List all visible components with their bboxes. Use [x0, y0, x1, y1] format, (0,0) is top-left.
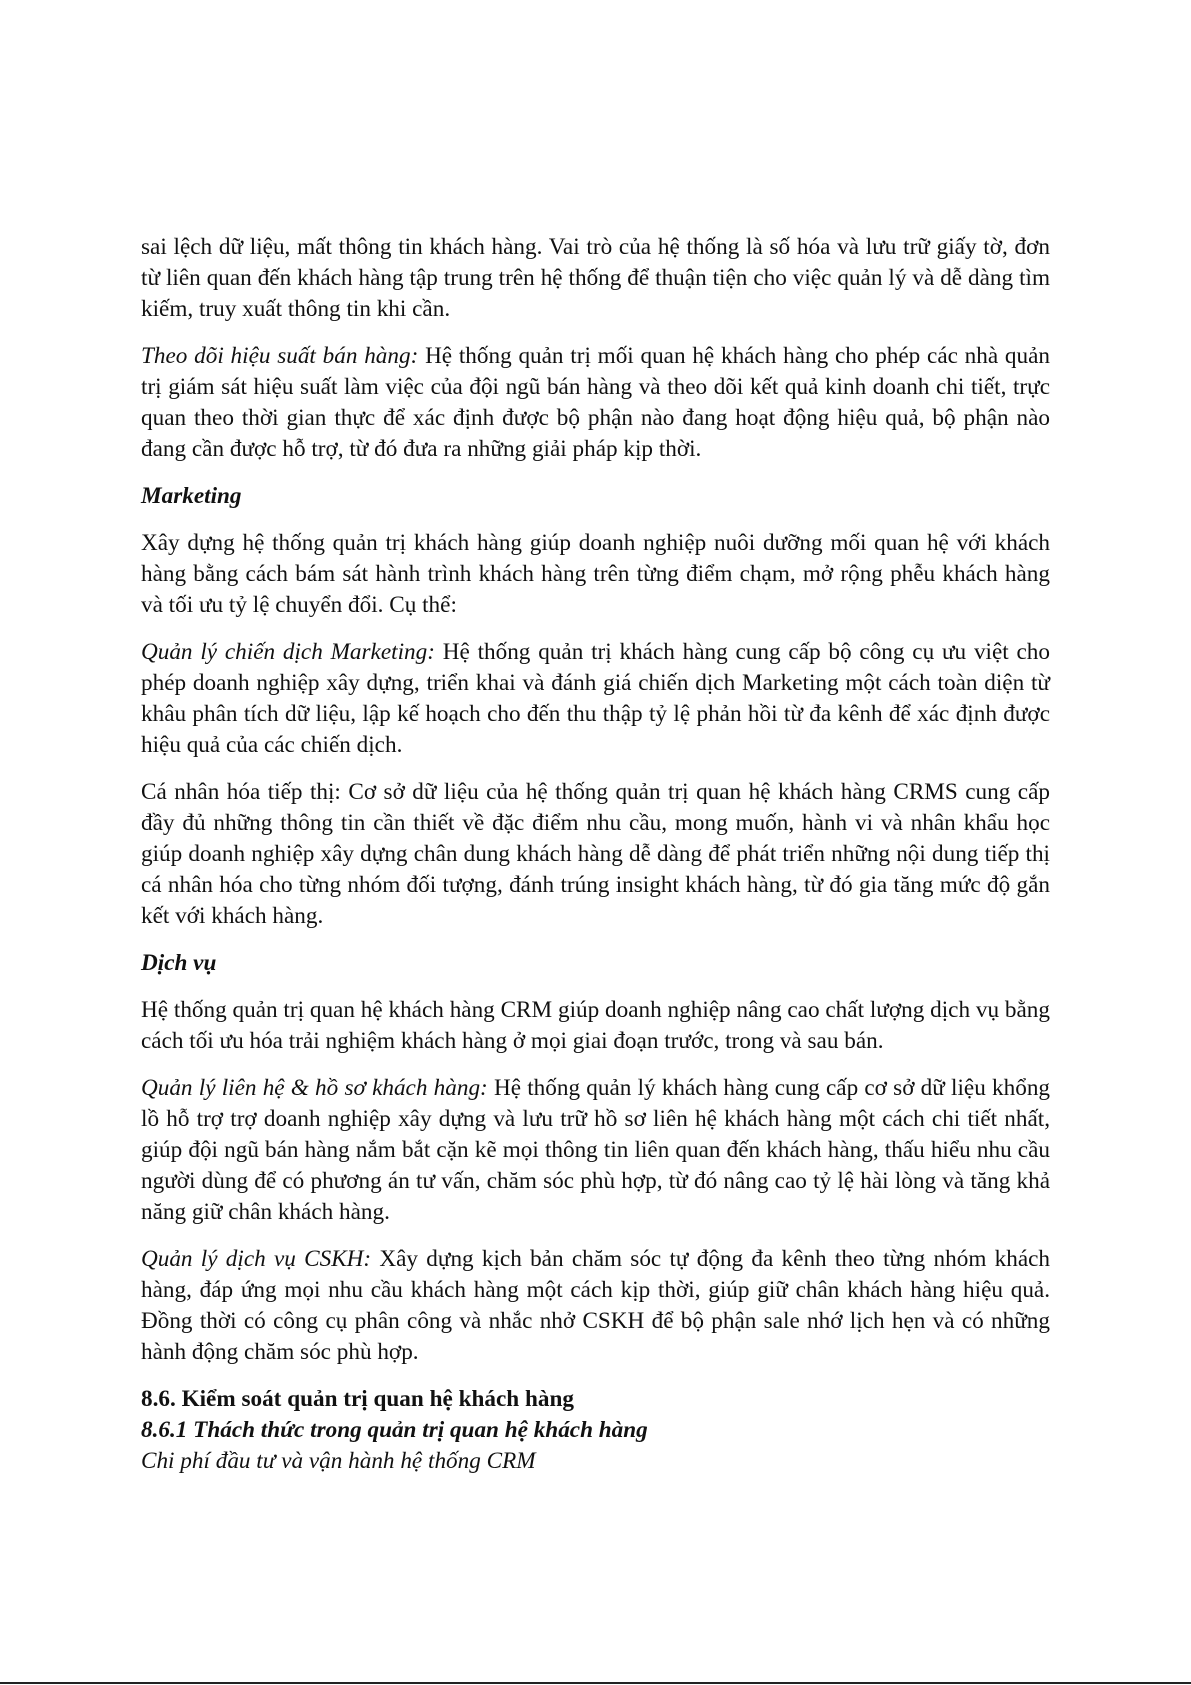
- paragraph-body: Hệ thống quản lý khách hàng cung cấp cơ sở dữ liệu khổng lồ hỗ trợ trợ doanh nghiệp xây dựng và lưu trữ hồ sơ liên hệ khách hàng một cách chi tiết nhất, giúp đội ngũ bán hàng nắm bắt cặn kẽ mọi thông tin liên quan đến khách hàng, thấu hiểu nhu cầu người dùng để có phương án tư vấn, chăm sóc phù hợp, từ đó nâng cao tỷ lệ hài lòng và tăng khả năng giữ chân khách hàng.: [141, 1075, 1051, 1225]
- paragraph-text: Hệ thống quản trị quan hệ khách hàng CRM giúp doanh nghiệp nâng cao chất lượng dịch vụ bằng cách tối ưu hóa trải nghiệm khách hàng ở mọi giai đoạn trước, trong và sau bán.: [141, 997, 1050, 1054]
- paragraph-lead: Quản lý liên hệ & hồ sơ khách hàng:: [141, 1075, 488, 1101]
- paragraph-body: Xây dựng kịch bản chăm sóc tự động đa kênh theo từng nhóm khách hàng, đáp ứng mọi nhu cầu khách hàng một cách kịp thời, giúp giữ chân khách hàng hiệu quả. Đồng thời có công cụ phân công và nhắc nhở CSKH để bộ phận sale nhớ lịch hẹn và có những hành động chăm sóc phù hợp.: [141, 1246, 1050, 1365]
- subsubsection-heading: Chi phí đầu tư và vận hành hệ thống CRM: [141, 1448, 536, 1474]
- paragraph-marketing-intro: [141, 528, 1050, 621]
- paragraph-text: sai lệch dữ liệu, mất thông tin khách hàng. Vai trò của hệ thống là số hóa và lưu trữ giấy tờ, đơn từ liên quan đến khách hàng tập trung trên hệ thống để thuận tiện cho việc quản lý và dễ dàng tìm kiếm, truy xuất thông tin khi cần.: [141, 234, 1050, 322]
- paragraph-text: Xây dựng hệ thống quản trị khách hàng giúp doanh nghiệp nuôi dưỡng mối quan hệ với khách hàng bằng cách bám sát hành trình khách hàng trên từng điểm chạm, mở rộng phễu khách hàng và tối ưu tỷ lệ chuyển đổi. Cụ thể:: [141, 530, 1050, 618]
- paragraph-campaign-management: [141, 637, 1050, 761]
- paragraph-lead: Quản lý dịch vụ CSKH:: [141, 1246, 372, 1272]
- paragraph-body: Hệ thống quản trị khách hàng cung cấp bộ công cụ ưu việt cho phép doanh nghiệp xây dựng, triển khai và đánh giá chiến dịch Marketing một cách toàn diện từ khâu phân tích dữ liệu, lập kế hoạch cho đến thu thập tỷ lệ phản hồi từ đa kênh để xác định được hiệu quả của các chiến dịch.: [141, 639, 1050, 758]
- section-heading: 8.6. Kiểm soát quản trị quan hệ khách hàng: [141, 1386, 574, 1412]
- heading-service: Dịch vụ: [141, 950, 217, 976]
- paragraph-personalization: [141, 777, 1050, 932]
- paragraph-text: Cá nhân hóa tiếp thị: Cơ sở dữ liệu của hệ thống quản trị quan hệ khách hàng CRMS cung cấp đầy đủ những thông tin cần thiết về đặc điểm nhu cầu, mong muốn, hành vi và nhân khẩu học giúp doanh nghiệp xây dựng chân dung khách hàng dễ dàng để phát triển những nội dung tiếp thị cá nhân hóa cho từng nhóm đối tượng, đánh trúng insight khách hàng, từ đó gia tăng mức độ gắn kết với khách hàng.: [141, 779, 1050, 929]
- document-page: [141, 232, 1050, 1477]
- paragraph-data-storage: [141, 232, 1050, 325]
- paragraph-contact-management: [141, 1073, 1050, 1228]
- paragraph-lead: Quản lý chiến dịch Marketing:: [141, 639, 435, 665]
- paragraph-customer-care: [141, 1244, 1050, 1368]
- page-bottom-rule: [0, 1682, 1191, 1684]
- paragraph-service-intro: [141, 995, 1050, 1057]
- paragraph-sales-performance: [141, 341, 1050, 465]
- heading-marketing: Marketing: [141, 483, 242, 509]
- subsection-heading: 8.6.1 Thách thức trong quản trị quan hệ khách hàng: [141, 1417, 648, 1443]
- paragraph-lead: Theo dõi hiệu suất bán hàng:: [141, 343, 419, 369]
- paragraph-body: Hệ thống quản trị mối quan hệ khách hàng cho phép các nhà quản trị giám sát hiệu suất làm việc của đội ngũ bán hàng và theo dõi kết quả kinh doanh chi tiết, trực quan theo thời gian thực để xác định được bộ phận nào đang hoạt động hiệu quả, bộ phận nào đang cần được hỗ trợ, từ đó đưa ra những giải pháp kịp thời.: [141, 343, 1050, 462]
